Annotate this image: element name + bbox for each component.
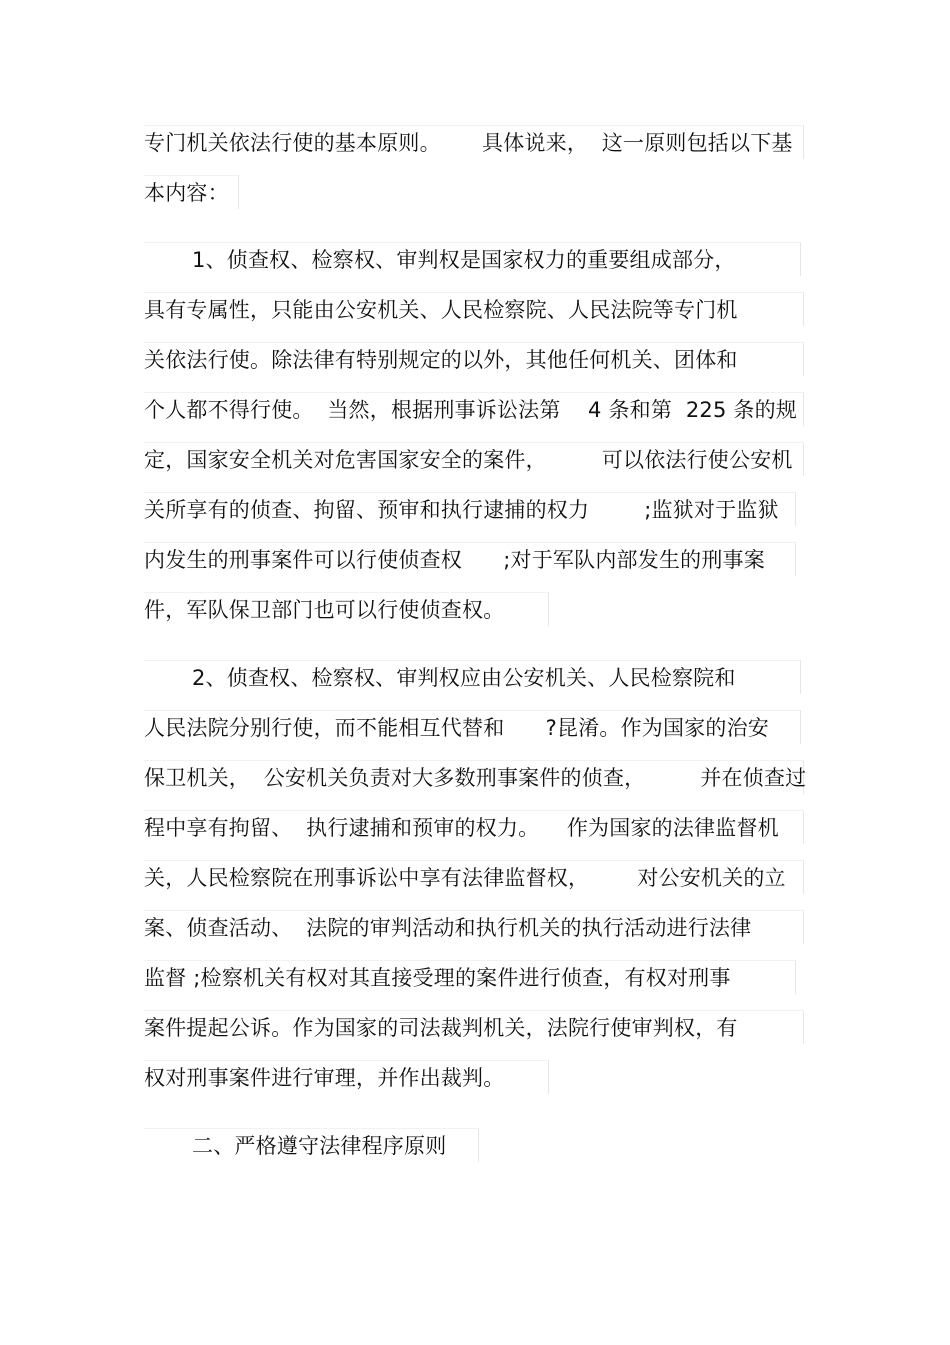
text-line-1: 专门机关依法行使的基本原则。 具体说来， 这一原则包括以下基	[144, 125, 804, 159]
text-line-15: 关，人民检察院在刑事诉讼中享有法律监督权， 对公安机关的立	[144, 860, 804, 894]
text-line-10: 件，军队保卫部门也可以行使侦查权。	[144, 592, 549, 626]
text-line-8: 关所享有的侦查、拘留、预审和执行逮捕的权力 ;监狱对于监狱	[144, 492, 796, 526]
text-line-14: 程中享有拘留、 执行逮捕和预审的权力。 作为国家的法律监督机	[144, 810, 804, 844]
text-line-4: 具有专属性，只能由公安机关、人民检察院、人民法院等专门机	[144, 292, 804, 326]
text-line-6: 个人都不得行使。 当然，根据刑事诉讼法第 4 条和第 225 条的规	[144, 392, 804, 426]
text-line-17: 监督 ;检察机关有权对其直接受理的案件进行侦查，有权对刑事	[144, 960, 796, 994]
text-line-2: 本内容：	[144, 175, 239, 209]
text-line-5: 关依法行使。除法律有特别规定的以外，其他任何机关、团体和	[144, 342, 804, 376]
text-line-12: 人民法院分别行使，而不能相互代替和 ?昆淆。作为国家的治安	[144, 710, 801, 744]
text-line-19: 权对刑事案件进行审理，并作出裁判。	[144, 1060, 549, 1094]
text-line-11: 2、侦查权、检察权、审判权应由公安机关、人民检察院和	[144, 660, 801, 694]
text-line-3: 1、侦查权、检察权、审判权是国家权力的重要组成部分，	[144, 242, 801, 276]
text-line-9: 内发生的刑事案件可以行使侦查权 ;对于军队内部发生的刑事案	[144, 542, 796, 576]
text-line-18: 案件提起公诉。作为国家的司法裁判机关，法院行使审判权，有	[144, 1010, 804, 1044]
text-line-7: 定，国家安全机关对危害国家安全的案件， 可以依法行使公安机	[144, 442, 804, 476]
text-line-13: 保卫机关， 公安机关负责对大多数刑事案件的侦查， 并在侦查过	[144, 760, 804, 794]
text-line-16: 案、侦查活动、 法院的审判活动和执行机关的执行活动进行法律	[144, 910, 804, 944]
section-heading: 二、严格遵守法律程序原则	[144, 1128, 479, 1162]
